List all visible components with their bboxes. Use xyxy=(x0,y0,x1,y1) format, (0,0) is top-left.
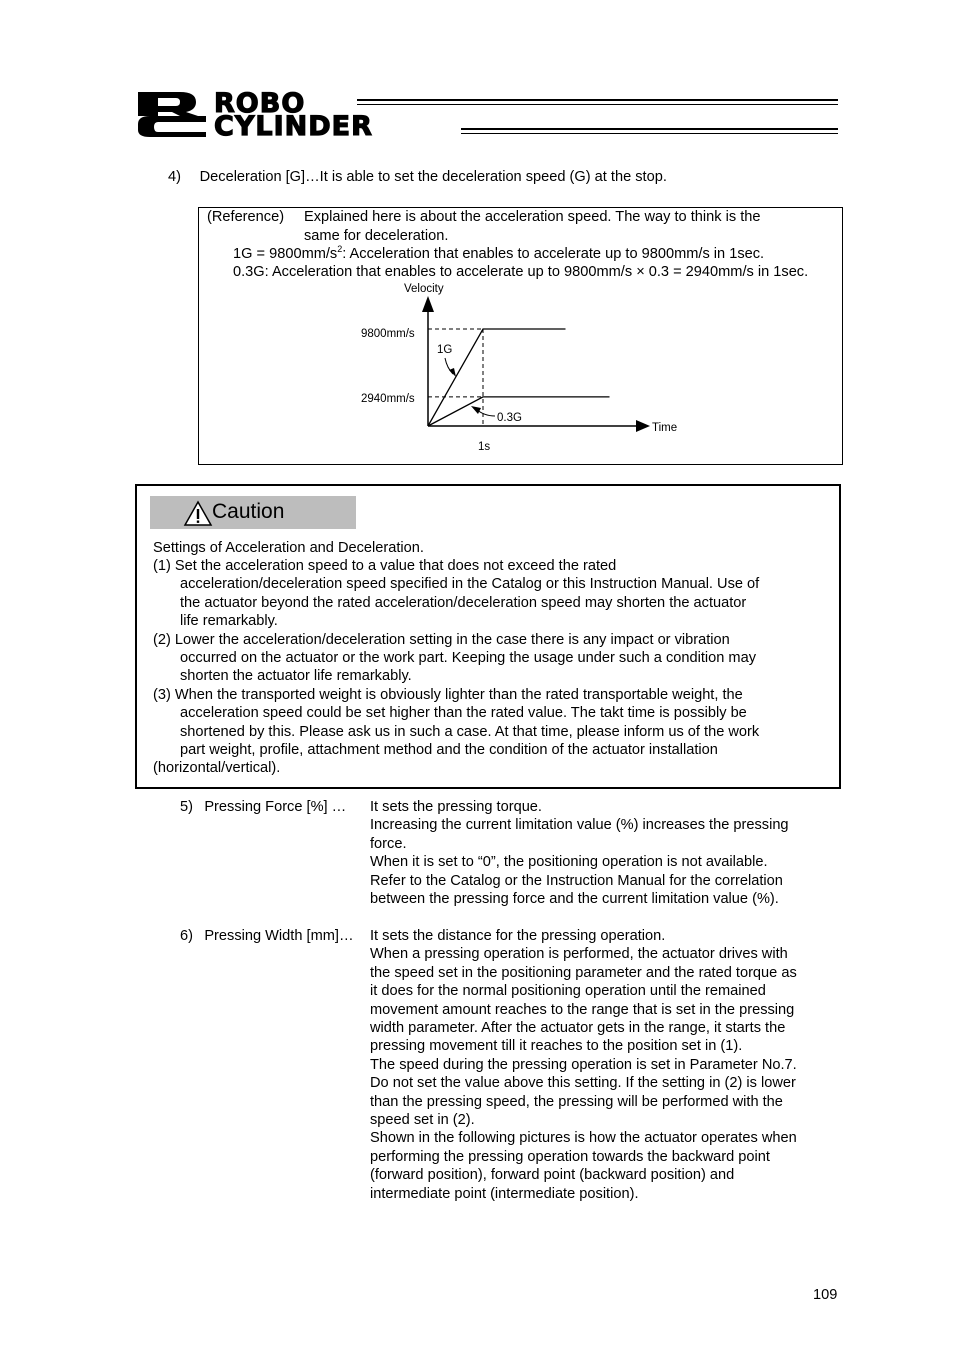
item6-line-13: performing the pressing operation towards the backward point xyxy=(370,1148,770,1165)
header-rule-top-1 xyxy=(357,99,838,101)
reference-line2: same for deceleration. xyxy=(304,228,449,244)
item6-line-3: the speed set in the positioning parameter and the rated torque as xyxy=(370,964,797,981)
annotation-1g-arrow-icon xyxy=(449,368,456,377)
annotation-1g: 1G xyxy=(437,344,453,356)
caution-line-6: occurred on the actuator or the work part. Keeping the usage under such a condition may xyxy=(180,650,756,666)
warning-triangle-icon xyxy=(183,500,213,527)
item6-line-6: width parameter. After the actuator gets in the range, it starts the xyxy=(370,1020,786,1036)
item5-line-6: between the pressing force and the current limitation value (%). xyxy=(370,891,779,907)
item4-text: 4) Deceleration [G]…It is able to set the deceleration speed (G) at the stop. xyxy=(168,169,667,185)
rc-logo-icon xyxy=(136,90,208,138)
item6-line-14: (forward position), forward point (backward position) and xyxy=(370,1167,735,1184)
x-axis-label: Time xyxy=(652,422,678,434)
item6-line-9: Do not set the value above this setting. If the setting in (2) is lower xyxy=(370,1075,796,1092)
y-axis-label: Velocity xyxy=(404,283,444,295)
x-axis-arrow-icon xyxy=(636,420,650,432)
caution-title: Caution xyxy=(212,500,285,523)
item6-line-11: speed set in (2). xyxy=(370,1112,475,1128)
item6-line-7: pressing movement till it reaches to the position set in (1). xyxy=(370,1038,743,1055)
caution-line-3: the actuator beyond the rated acceleration/deceleration speed may shorten the actuator xyxy=(180,594,747,611)
formula1-post: : Acceleration that enables to accelerate up to 9800mm/s in 1sec. xyxy=(342,246,765,262)
logo-text-robo: ROBO xyxy=(214,88,306,119)
item5-line-3: force. xyxy=(370,835,407,852)
caution-line-7: shorten the actuator life remarkably. xyxy=(180,668,412,685)
item5-label: 5) Pressing Force [%] … xyxy=(180,799,347,815)
item6-line-4: it does for the normal positioning operation until the remained xyxy=(370,983,766,1000)
annotation-0-3g-arrow-icon xyxy=(471,406,481,414)
item5-line-4: When it is set to “0”, the positioning operation is not available. xyxy=(370,854,768,871)
y-tick-2940: 2940mm/s xyxy=(361,393,415,405)
caution-line-1: (1) Set the acceleration speed to a value that does not exceed the rated xyxy=(153,558,617,574)
item5-line-5: Refer to the Catalog or the Instruction Manual for the correlation xyxy=(370,872,783,889)
header-rule-bottom-2 xyxy=(461,133,838,134)
item6-line-1: It sets the distance for the pressing operation. xyxy=(370,928,666,944)
item6-line-5: movement amount reaches to the range that is set in the pressing xyxy=(370,1001,795,1018)
y-tick-9800: 9800mm/s xyxy=(361,328,415,340)
logo-text-cylinder: CYLINDER xyxy=(214,111,373,142)
caution-line-5: (2) Lower the acceleration/deceleration setting in the case there is any impact or vibration xyxy=(153,631,730,648)
header-rule-top-2 xyxy=(357,104,838,105)
item6-line-2: When a pressing operation is performed, the actuator drives with xyxy=(370,946,788,963)
caution-line-4: life remarkably. xyxy=(180,613,278,630)
caution-line-8: (3) When the transported weight is obviously lighter than the rated transportable weight, the xyxy=(153,686,743,703)
formula1-sup: 2 xyxy=(337,244,343,255)
reference-formula1 xyxy=(233,245,764,263)
page-number: 109 xyxy=(813,1287,838,1303)
item5-line-2: Increasing the current limitation value (%) increases the pressing xyxy=(370,817,789,834)
caution-line-10: shortened by this. Please ask us in such a case. At that time, please inform us of the work xyxy=(180,723,760,740)
caution-line-2: acceleration/deceleration speed specified in the Catalog or this Instruction Manual. Use of xyxy=(180,576,760,593)
formula1-pre: 1G = 9800mm/s xyxy=(233,246,338,262)
caution-line-11: part weight, profile, attachment method and the condition of the actuator installation xyxy=(180,742,718,758)
item6-line-10: than the pressing speed, the pressing will be performed with the xyxy=(370,1093,783,1110)
caution-line-9: acceleration speed could be set higher than the rated value. The takt time is possibly be xyxy=(180,705,747,722)
item6-line-12: Shown in the following pictures is how the actuator operates when xyxy=(370,1130,797,1147)
item6-line-15: intermediate point (intermediate position). xyxy=(370,1185,639,1202)
reference-formula2: 0.3G: Acceleration that enables to accelerate up to 9800mm/s × 0.3 = 2940mm/s in 1sec. xyxy=(233,264,809,280)
x-tick-1s: 1s xyxy=(478,441,491,453)
header-rule-bottom-1 xyxy=(461,128,838,130)
caution-intro: Settings of Acceleration and Deceleration. xyxy=(153,540,424,556)
annotation-0-3g: 0.3G xyxy=(497,412,522,424)
item6-label: 6) Pressing Width [mm]… xyxy=(180,928,354,944)
item5-line-1: It sets the pressing torque. xyxy=(370,799,542,815)
y-axis-arrow-icon xyxy=(422,296,434,312)
reference-label: (Reference) xyxy=(207,209,285,225)
reference-line1: Explained here is about the acceleration speed. The way to think is the xyxy=(304,209,761,225)
velocity-time-chart xyxy=(350,280,690,455)
item6-line-8: The speed during the pressing operation is set in Parameter No.7. xyxy=(370,1056,797,1073)
caution-line-12: (horizontal/vertical). xyxy=(153,760,281,777)
